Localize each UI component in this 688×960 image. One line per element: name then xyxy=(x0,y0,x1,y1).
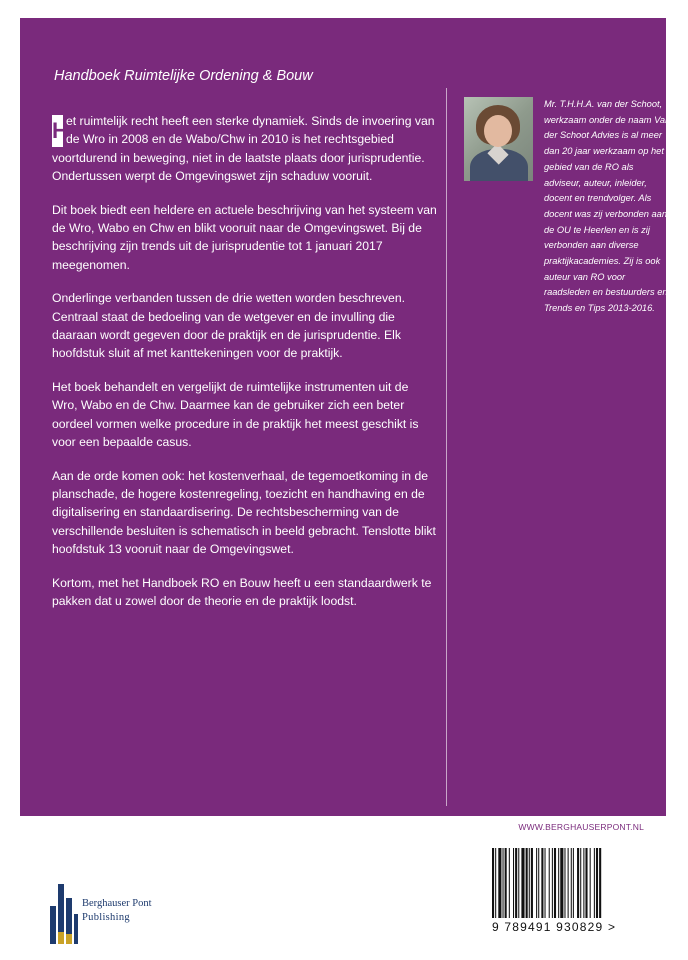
back-cover-panel xyxy=(20,18,671,816)
barcode-bar xyxy=(573,848,574,918)
barcode-bar xyxy=(529,848,530,918)
barcode-bar xyxy=(577,848,579,918)
barcode-bar xyxy=(549,848,550,918)
publisher-name: Berghauser Pont xyxy=(82,898,152,909)
barcode-bar xyxy=(560,848,563,918)
barcode-bar xyxy=(509,848,510,918)
barcode-bar xyxy=(495,848,496,918)
publisher-logo xyxy=(50,874,200,944)
blurb-paragraph-2: Dit boek biedt een heldere en actuele beschrijving van het systeem van de Wro, Wabo en Chw en blikt vooruit naar de Omgevingswet. Bij de beschrijving zijn trends uit de jurisprudentie tot 1 januari 2017 meegenomen. xyxy=(52,202,437,272)
blurb-paragraph-3: Onderlinge verbanden tussen de drie wetten worden beschreven. Centraal staat de bedoeling van de wetgever en de invulling die daaraan wordt gegeven door de praktijk en de jurisprudentie. Elk hoofdstuk sluit af met kanttekeningen voor de praktijk. xyxy=(52,291,405,361)
barcode-bar xyxy=(538,848,539,918)
blurb-text xyxy=(52,112,437,625)
barcode-bar xyxy=(594,848,595,918)
barcode-bar xyxy=(564,848,565,918)
drop-cap: H xyxy=(52,115,63,147)
barcode-bar xyxy=(558,848,559,918)
barcode-bar xyxy=(554,848,556,918)
column-divider xyxy=(446,88,447,806)
blurb-paragraph-4: Het boek behandelt en vergelijkt de ruimtelijke instrumenten uit de Wro, Wabo en de Chw. Daarmee kan de gebruiker zich een beter oordeel vormen welke procedure in de praktijk het meest geschikt is voor een bepaalde casus. xyxy=(52,379,419,450)
blurb-paragraph-1 xyxy=(52,112,437,186)
barcode-bar xyxy=(536,848,537,918)
barcode-bar xyxy=(571,848,572,918)
barcode-bar xyxy=(521,848,524,918)
publisher-website: WWW.BERGHAUSERPONT.NL xyxy=(518,822,644,832)
isbn-barcode xyxy=(492,848,642,918)
barcode-bar xyxy=(545,848,546,918)
blurb-paragraph-1-text: et ruimtelijk recht heeft een sterke dynamiek. Sinds de invoering van de Wro in 2008 en de Wabo/Chw in 2010 is het rechtsgebied voortdurend in beweging, niet in de laatste plaats door jurisprudentie. Ondertussen werpt de Omgevingswet zijn schaduw vooruit. xyxy=(52,114,435,184)
isbn-number: 9 789491 930829 > xyxy=(492,920,617,934)
barcode-bar xyxy=(526,848,528,918)
barcode-bar xyxy=(498,848,501,918)
publisher-subtitle: Publishing xyxy=(82,912,130,923)
barcode-bar xyxy=(599,848,601,918)
barcode-bar xyxy=(596,848,598,918)
barcode-bar xyxy=(513,848,514,918)
barcode-bar xyxy=(541,848,543,918)
barcode-bar xyxy=(585,848,587,918)
barcode-bar xyxy=(515,848,517,918)
barcode-bar xyxy=(580,848,581,918)
barcode-bar xyxy=(552,848,553,918)
author-bio: Mr. T.H.H.A. van der Schoot, werkzaam onder de naam Van der Schoot Advies is al meer dan 20 jaar werkzaam op het gebied van de RO als adviseur, auteur, inleider, docent en trendvolger. Als docent was zij verbonden aan de OU te Heerlen en is zij verbonden aan diverse praktijkacademies. Zij is ook auteur van RO voor raadsleden en bestuurders en Trends en Tips 2013-2016. xyxy=(544,99,671,314)
barcode-bar xyxy=(492,848,494,918)
barcode-bar xyxy=(531,848,533,918)
barcode-bar xyxy=(503,848,504,918)
barcode-bar xyxy=(590,848,591,918)
author-photo xyxy=(464,97,533,181)
barcode-bar xyxy=(505,848,507,918)
barcode-bar xyxy=(518,848,519,918)
barcode-bar xyxy=(568,848,569,918)
blurb-paragraph-5: Aan de orde komen ook: het kostenverhaal, de tegemoetkoming in de planschade, de hogere kostenregeling, toezicht en handhaving en de digitalisering en standaardisering. De rechtsbescherming van de verschillende besluiten is schematisch in beeld gebracht. Tenslotte blikt hoofdstuk 13 vooruit naar de Omgevingswet. xyxy=(52,468,436,557)
barcode-bar xyxy=(583,848,584,918)
book-title: Handboek Ruimtelijke Ordening & Bouw xyxy=(54,68,313,84)
blurb-paragraph-6: Kortom, met het Handboek RO en Bouw heeft u een standaardwerk te pakken dat u zowel door de theorie en de praktijk loodst. xyxy=(52,575,432,608)
